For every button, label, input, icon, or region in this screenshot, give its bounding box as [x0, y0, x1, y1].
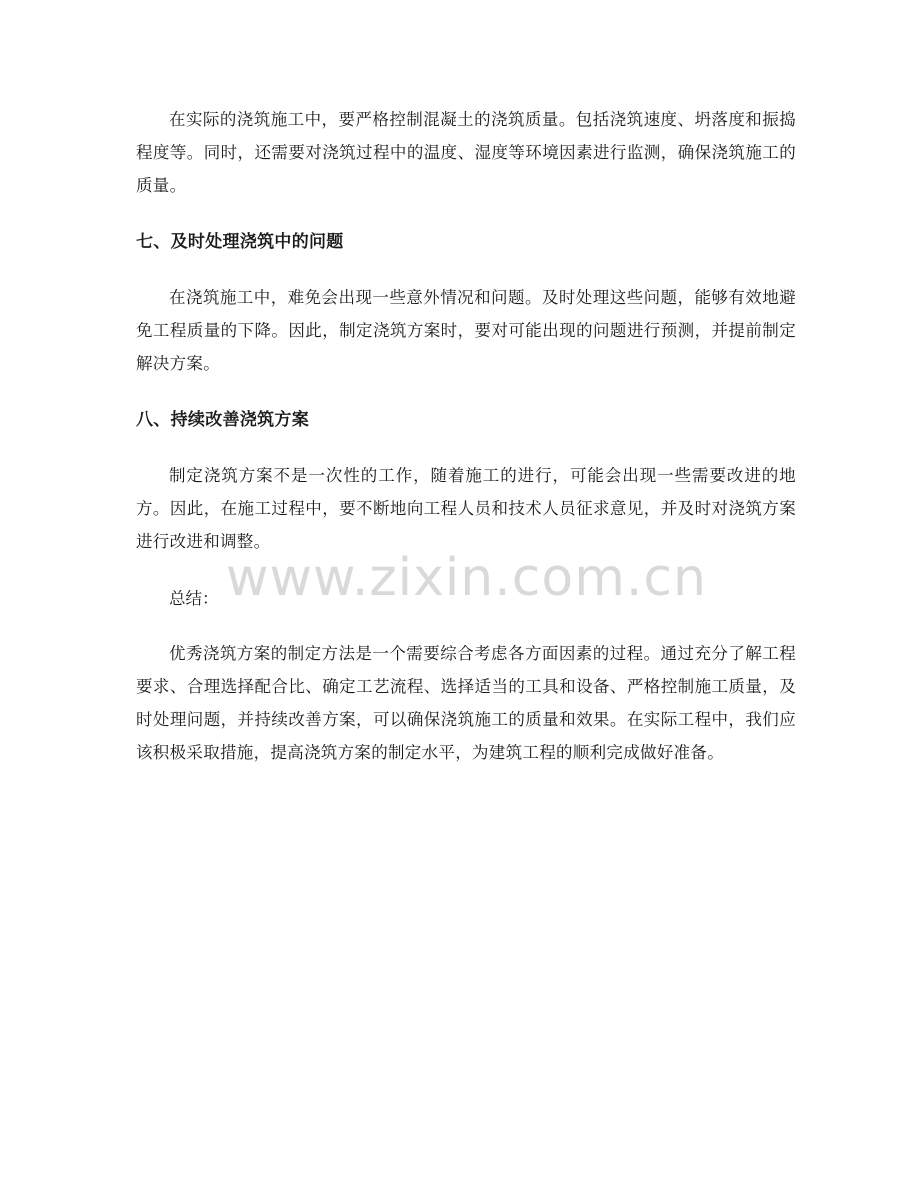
- section-8-heading: 八、持续改善浇筑方案: [136, 410, 309, 430]
- section-7-paragraph: 在浇筑施工中，难免会出现一些意外情况和问题。及时处理这些问题，能够有效地避免工程质量的下降。因此，制定浇筑方案时，要对可能出现的问题进行预测，并提前制定解决方案。: [136, 288, 796, 373]
- summary-paragraph: 优秀浇筑方案的制定方法是一个需要综合考虑各方面因素的过程。通过充分了解工程要求、合理选择配合比、确定工艺流程、选择适当的工具和设备、严格控制施工质量，及时处理问题，并持续改善方案，可以确保浇筑施工的质量和效果。在实际工程中，我们应该积极采取措施，提高浇筑方案的制定水平，为建筑工程的顺利完成做好准备。: [136, 644, 796, 762]
- intro-paragraph: 在实际的浇筑施工中，要严格控制混凝土的浇筑质量。包括浇筑速度、坍落度和振捣程度等。同时，还需要对浇筑过程中的温度、湿度等环境因素进行监测，确保浇筑施工的质量。: [136, 110, 796, 195]
- summary-label: 总结：: [169, 589, 219, 608]
- section-8-paragraph: 制定浇筑方案不是一次性的工作，随着施工的进行，可能会出现一些需要改进的地方。因此，在施工过程中，要不断地向工程人员和技术人员征求意见，并及时对浇筑方案进行改进和调整。: [136, 466, 796, 551]
- document-body: [136, 103, 796, 769]
- watermark: www.zixin.com.cn: [226, 548, 707, 608]
- section-7-heading: 七、及时处理浇筑中的问题: [136, 232, 344, 252]
